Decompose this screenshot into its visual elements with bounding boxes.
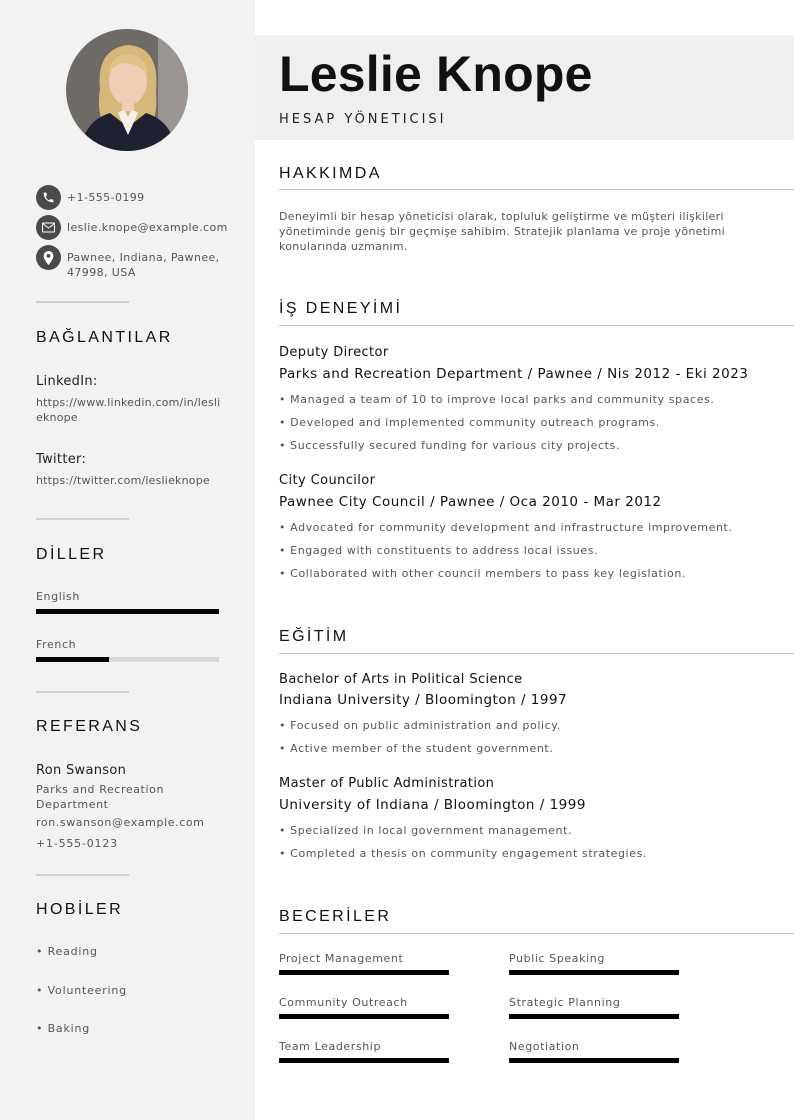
linkedin-label: LinkedIn: <box>36 374 98 389</box>
skill-level-bar <box>279 1014 449 1019</box>
education-heading: EĞİTİM <box>279 628 349 645</box>
linkedin-link[interactable]: https://www.linkedin.com/in/leslieknope <box>36 396 221 424</box>
profile-photo-illustration <box>66 29 188 151</box>
reference-phone: +1-555-0123 <box>36 837 118 850</box>
sidebar-divider <box>36 518 129 520</box>
skill-level-fill <box>509 970 679 975</box>
skill-name: Strategic Planning <box>509 996 621 1009</box>
degree-bullet: • Focused on public administration and policy. <box>279 719 561 732</box>
job-bullet: • Advocated for community development and infrastructure improvement. <box>279 521 733 534</box>
skill-level-fill <box>509 1014 679 1019</box>
job-bullet: • Developed and implemented community outreach programs. <box>279 416 660 429</box>
contact-address: Pawnee, Indiana, Pawnee, 47998, USA <box>67 251 220 279</box>
skill-level-fill <box>279 1014 449 1019</box>
phone-icon <box>36 185 61 210</box>
sidebar-divider <box>36 301 129 303</box>
job-subtitle: Pawnee City Council / Pawnee / Oca 2010 - Mar 2012 <box>279 494 662 510</box>
section-rule <box>279 189 794 190</box>
section-rule <box>279 325 794 326</box>
contact-email-row <box>36 215 228 240</box>
hobby-item: • Reading <box>36 945 98 958</box>
skill-level-bar <box>279 1058 449 1063</box>
skill-level-bar <box>509 1058 679 1063</box>
job-subtitle: Parks and Recreation Department / Pawnee / Nis 2012 - Eki 2023 <box>279 366 749 382</box>
job-title-entry: City Councilor <box>279 473 376 488</box>
job-bullet: • Successfully secured funding for various city projects. <box>279 439 620 452</box>
contact-phone: +1-555-0199 <box>67 191 145 204</box>
job-bullet: • Managed a team of 10 to improve local parks and community spaces. <box>279 393 715 406</box>
job-title: HESAP YÖNETICISI <box>279 112 447 127</box>
reference-name: Ron Swanson <box>36 763 127 778</box>
person-name: Leslie Knope <box>279 46 593 102</box>
skill-level-fill <box>279 1058 449 1063</box>
language-level-bar <box>36 657 219 662</box>
job-title-entry: Deputy Director <box>279 345 389 360</box>
twitter-label: Twitter: <box>36 452 87 467</box>
reference-org: Parks and Recreation Department <box>36 783 165 811</box>
language-level-fill <box>36 609 219 614</box>
job-bullet: • Collaborated with other council members to pass key legislation. <box>279 567 687 580</box>
contact-email[interactable]: leslie.knope@example.com <box>67 221 228 234</box>
skill-level-fill <box>279 970 449 975</box>
job-bullet: • Engaged with constituents to address local issues. <box>279 544 599 557</box>
section-rule <box>279 653 794 654</box>
sidebar-divider <box>36 874 129 876</box>
language-level-bar <box>36 609 219 614</box>
degree-bullet: • Active member of the student government. <box>279 742 554 755</box>
language-name: English <box>36 590 80 603</box>
envelope-icon <box>36 215 61 240</box>
language-level-fill <box>36 657 109 662</box>
skill-level-bar <box>279 970 449 975</box>
degree-title: Master of Public Administration <box>279 776 495 791</box>
hobby-item: • Volunteering <box>36 984 127 997</box>
degree-subtitle: University of Indiana / Bloomington / 1999 <box>279 797 586 813</box>
skill-name: Community Outreach <box>279 996 408 1009</box>
experience-heading: İŞ DENEYİMİ <box>279 300 403 317</box>
languages-heading: DİLLER <box>36 546 107 563</box>
skills-heading: BECERİLER <box>279 908 392 925</box>
contact-phone-row <box>36 185 145 210</box>
degree-bullet: • Specialized in local government management. <box>279 824 573 837</box>
twitter-link[interactable]: https://twitter.com/leslieknope <box>36 474 210 487</box>
degree-bullet: • Completed a thesis on community engagement strategies. <box>279 847 648 860</box>
language-name: French <box>36 638 77 651</box>
sidebar-divider <box>36 691 129 693</box>
links-heading: BAĞLANTILAR <box>36 329 173 346</box>
map-pin-icon <box>36 245 61 270</box>
degree-subtitle: Indiana University / Bloomington / 1997 <box>279 692 568 708</box>
profile-photo <box>66 29 188 151</box>
hobby-item: • Baking <box>36 1022 91 1035</box>
hobbies-heading: HOBİLER <box>36 901 124 918</box>
reference-heading: REFERANS <box>36 718 143 735</box>
about-text: Deneyimli bir hesap yöneticisi olarak, topluluk geliştirme ve müşteri ilişkileri yönetiminde geniş bir geçmişe sahibim. Stratejik planlama ve proje yönetimi konularında uzmanım. <box>279 210 726 253</box>
skill-level-fill <box>509 1058 679 1063</box>
skill-name: Project Management <box>279 952 404 965</box>
skill-level-bar <box>509 1014 679 1019</box>
section-rule <box>279 933 794 934</box>
sidebar <box>0 0 255 1120</box>
about-heading: HAKKIMDA <box>279 165 382 182</box>
skill-name: Team Leadership <box>279 1040 382 1053</box>
degree-title: Bachelor of Arts in Political Science <box>279 672 523 687</box>
contact-address-row <box>36 245 227 280</box>
reference-email[interactable]: ron.swanson@example.com <box>36 816 205 829</box>
skill-name: Negotiation <box>509 1040 580 1053</box>
skill-name: Public Speaking <box>509 952 605 965</box>
skill-level-bar <box>509 970 679 975</box>
